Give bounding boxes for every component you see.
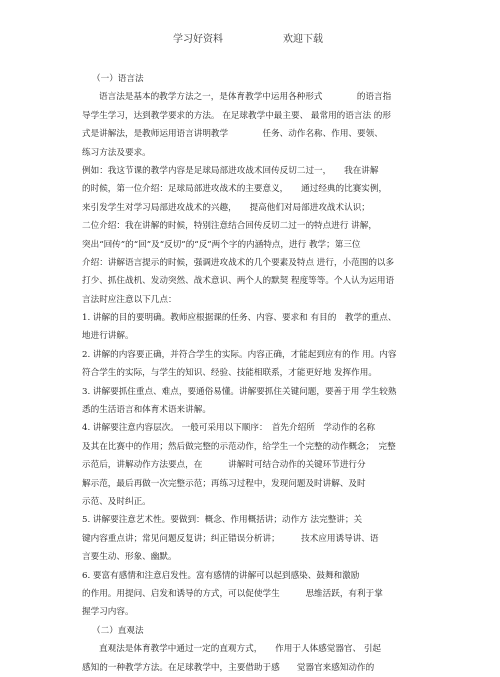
paragraph-line: 介绍：讲解语言提示的时候，强调进攻战术的几个要素及特点 进行，小范围的以多 (82, 257, 395, 268)
list-item-line: 2. 讲解的内容要正确，并符合学生的实际。内容正确，才能起到应有的作 用。内容 (82, 349, 397, 360)
paragraph-line: 的时候，第一位介绍：足球局部进攻战术的主要意义， 通过经典的比赛实例， (82, 184, 388, 195)
list-item-line: 5. 讲解要注意艺术性。要做到：概念、作用概括讲；动作方 法完整讲；关 (82, 515, 363, 526)
list-item-line: 握学习内容。 (82, 607, 134, 618)
list-item-line: 示范后，讲解动作方法要点，在 讲解时可结合动作的关键环节进行分 (82, 460, 366, 471)
paragraph-line: 打少、抓住战机、发动突然、战术意识、两个人的默契 程度等等。个人认为运用语 (82, 276, 395, 287)
body-text (82, 70, 424, 677)
paragraph-line: 语言法是基本的教学方法之一，是体育教学中运用各种形式 的语言指 (99, 92, 392, 103)
paragraph-line: 导学生学习，达到教学要求的方法。 在足球教学中最主要、 最常用的语言法 的形 (82, 110, 391, 121)
paragraph-line: 来引发学生对学习局部进攻战术的兴趣， 提高他们对局部进攻战术认识； (82, 202, 370, 213)
paragraph-line: 例如：我这节课的教学内容是足球局部进攻战术回传反切二过一， 我在讲解 (82, 165, 379, 176)
list-item-line: 键内容重点讲；常见问题反复讲；纠正错误分析讲； 技术应用诱导讲、语 (82, 533, 379, 544)
list-item-line: 示范、及时纠正。 (82, 496, 151, 507)
paragraph-line: 突出“回传”的“回”及“反切”的“反”两个字的内涵特点，进行 教学；第三位 (82, 239, 361, 250)
paragraph-line: 练习方法及要求。 (82, 147, 151, 158)
paragraph-line: 二位介绍：我在讲解的时候，特别注意结合回传反切二过一的特点进行 讲解， (82, 221, 377, 232)
paragraph-line: 感知的一种教学方法。在足球教学中，主要借助于感 觉器官来感知动作的 (82, 662, 375, 673)
header-left-text: 学习好资料 (173, 34, 223, 45)
list-item-line: 4. 讲解要注意内容层次。 一般可采用以下顺序： 首先介绍所 学动作的名称 (82, 423, 375, 434)
list-item-line: 符合学生的实际，与学生的知识、经验、技能相联系，才能更好地 发挥作用。 (82, 368, 377, 379)
list-item-line: 地进行讲解。 (82, 331, 134, 342)
list-item-line: 6. 要富有感情和注意启发性。富有感情的讲解可以起到感染、鼓舞和激励 (82, 570, 360, 581)
list-item-line: 1. 讲解的目的要明确。教师应根据课的任务、内容、要求和 有目的 教学的重点、 (82, 313, 397, 324)
paragraph-line: 言法时应注意以下几点： (82, 294, 177, 305)
section-heading: （二）直观法 (92, 625, 144, 636)
list-item-line: 的作用。用提问、启发和诱导的方式，可以促使学生 思维活跃，有利于掌 (82, 588, 383, 599)
list-item-line: 言要生动、形象、幽默。 (82, 552, 177, 563)
section-heading: （一）语言法 (92, 74, 144, 84)
header-right-text: 欢迎下载 (283, 34, 323, 45)
list-item-line: 及其在比赛中的作用；然后做完整的示范动作，给学生一个完整的动作概念； 完整 (82, 441, 396, 452)
list-item-line: 悉的生活语言和体育术语来讲解。 (82, 405, 211, 416)
list-item-line: 解示范，最后再做一次完整示范；再练习过程中，发现问题及时讲解、及时 (82, 478, 366, 489)
list-item-line: 3. 讲解要抓住重点、难点，要通俗易懂。讲解要抓住关键问题，要善于用 学生较熟 (82, 386, 397, 397)
paragraph-line: 直观法是体育教学中通过一定的直观方式， 作用于人体感觉器官、 引起 (99, 644, 382, 655)
paragraph-line: 式是讲解法，是教师运用语言讲明教学 任务、动作名称、作用、要领、 (82, 129, 383, 140)
